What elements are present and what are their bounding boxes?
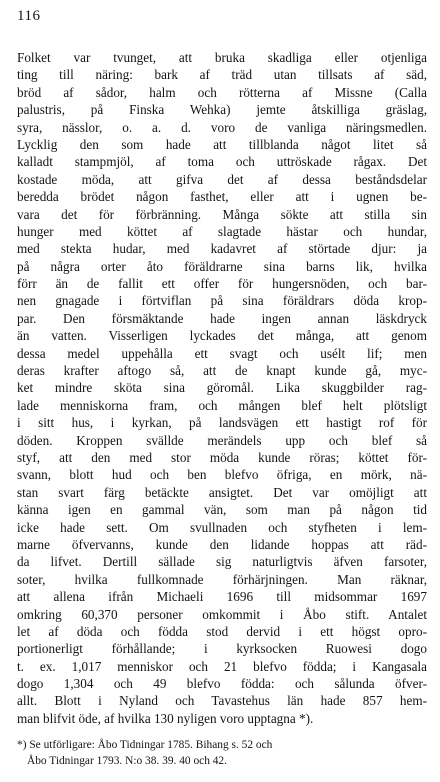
body-text xyxy=(17,49,427,727)
text-line: nen gnagade i förtviflan på sina föräldrars döda krop- xyxy=(17,293,427,309)
text-line: lade menniskorna fram, och mången blef helt plötsligt xyxy=(17,397,427,413)
text-line: t. ex. 1,017 menniskor och 21 blefvo födda; i Kangasala xyxy=(17,658,427,674)
text-line: deras krafter aftogo så, att de knapt kunde gå, myc- xyxy=(17,363,427,379)
text-line: beredda brödet någon fasthet, eller att i ugnen be- xyxy=(17,189,427,205)
text-line: dogo 1,304 och 49 blefvo födda: och sålunda öfver- xyxy=(17,676,427,692)
text-line: svann, blott hud och ben blefvo öfriga, en mörk, nä- xyxy=(17,467,427,483)
text-line: palustris, på Finska Wehka) jemte åtskilliga gräslag, xyxy=(17,102,427,118)
text-line: ting till näring: bark af träd utan tillsats af säd, xyxy=(17,67,427,83)
footnotes xyxy=(17,737,427,769)
text-line: med stekta hudar, med kadavret af störtade djur: ja xyxy=(17,241,427,257)
text-line: Folket var tvunget, att bruka skadliga eller otjenliga xyxy=(17,50,427,65)
text-line: man blifvit öde, af hvilka 130 nyligen voro upptagna *). xyxy=(17,710,314,726)
text-line: stan svart färg betäckte ansigtet. Det var omöjligt att xyxy=(17,484,427,500)
text-line: hunger med köttet af slagtade hästar och hundar, xyxy=(17,223,427,239)
page-number: 116 xyxy=(17,8,41,24)
text-line: icke hade sett. Om svullnaden och styfheten i lem- xyxy=(17,519,427,535)
text-line: syra, nässlor, o. a. d. voro de vanliga näringsmedlen. xyxy=(17,119,427,135)
text-line: än vatten. Visserligen lyckades det många, att genom xyxy=(17,328,427,344)
text-line: kalladt stampmjöl, af toma och uttröskade rågax. Det xyxy=(17,154,427,170)
text-line: kostade möda, att gifva det af dessa beståndsdelar xyxy=(17,171,427,187)
text-line: marne öfvervanns, kunde den lidande hoppas att räd- xyxy=(17,536,427,552)
footnote-divider xyxy=(17,733,427,734)
text-line: dessa medel uppehålla ett svagt och usélt lif; men xyxy=(17,345,427,361)
text-line: soter, hvilka fullkomnade förhärjningen. Man räknar, xyxy=(17,571,427,587)
text-line: på några orter åto föräldrarne sina barns lik, hvilka xyxy=(17,258,427,274)
text-line: portionerligt förhållande; i kyrksocken Ruowesi dogo xyxy=(17,641,427,657)
text-line: förr än de fallit ett offer för hungersnöden, och bar- xyxy=(17,276,427,292)
text-line: da lifvet. Dertill sällade sig naturligtvis äfven farsoter, xyxy=(17,554,427,570)
footnote-line: Åbo Tidningar 1793. N:o 38. 39. 40 och 42. xyxy=(27,755,227,767)
text-line: att allena ifrån Michaeli 1696 till midsommar 1697 xyxy=(17,589,427,605)
text-line: känna igen en gammal vän, som man på någon tid xyxy=(17,502,427,518)
text-line: bröd af sådor, halm och rötterna af Missne (Calla xyxy=(17,84,427,100)
text-line: ket mindre sköta sina göromål. Lika skuggbilder rag- xyxy=(17,380,427,396)
text-line: par. Den försmäktande hade ingen annan läskdryck xyxy=(17,310,427,326)
text-line: let af döda och födda stod dervid i ett högst opro- xyxy=(17,623,427,639)
text-line: vara det för förbränning. Många sökte att stilla sin xyxy=(17,206,427,222)
footnote-line: *) Se utförligare: Åbo Tidningar 1785. Bihang s. 52 och xyxy=(17,739,273,751)
text-line: omkring 60,370 personer omkommit i Åbo stift. Antalet xyxy=(17,606,427,622)
text-line: Lycklig den som hade att tillblanda något litet så xyxy=(17,136,427,152)
text-line: allt. Blott i Nyland och Tavastehus län hade 857 hem- xyxy=(17,693,427,709)
text-line: i sitt hus, i kyrkan, på landsvägen ett hastigt rof för xyxy=(17,415,427,431)
text-line: döden. Kroppen svällde merändels upp och blef så xyxy=(17,432,427,448)
text-line: styf, att den med stor möda kunde röras; köttet för- xyxy=(17,449,427,465)
